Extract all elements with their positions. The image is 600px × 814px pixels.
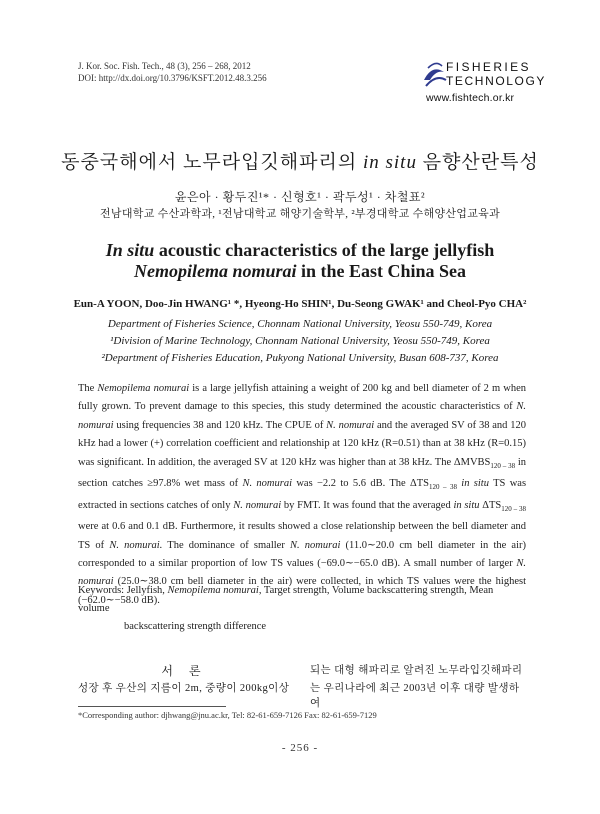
subscript: 120 – 38 — [429, 483, 457, 492]
abstract-text: is a large jellyfish attaining a weight of 200 kg and bell diameter of 2 m when fully grown. To prevent damage to this species, this study determined the acoustic characteristics of — [78, 383, 526, 413]
keyword-item: , Target strength, Volume backscattering strength, Mean volume — [78, 585, 494, 614]
section-heading-introduction: 서론 — [161, 664, 217, 678]
english-title-line1 — [0, 240, 600, 261]
species-name: N. nomurai — [326, 419, 375, 431]
footnote-rule — [78, 706, 226, 707]
english-authors: Eun-A YOON, Doo-Jin HWANG¹ *, Hyeong-Ho SHIN¹, Du-Seong GWAK¹ and Cheol-Pyo CHA² — [73, 298, 527, 310]
keywords-line1 — [78, 582, 526, 618]
keyword-species: Nemopilema nomurai — [167, 585, 259, 596]
korean-title-italic: in situ — [362, 152, 417, 173]
species-name: Nemopilema nomurai — [97, 383, 190, 394]
abstract-text: using frequencies 38 and 120 kHz. The CPUE of — [113, 419, 327, 431]
affiliation-1: Department of Fisheries Science, Chonnam National University, Yeosu 550-749, Korea — [107, 318, 493, 330]
keywords-label: Keywords: — [78, 585, 127, 596]
abstract — [78, 380, 526, 610]
species-name: N. nomurai — [233, 499, 282, 511]
species-name: N. nomurai. — [109, 539, 163, 551]
keywords — [78, 582, 526, 636]
abstract-text: were at 0.6 and 0.1 dB. Furthermore, it results showed a close relationship between the bell diameter and TS of — [78, 521, 526, 551]
logo-text-technology: TECHNOLOGY — [446, 74, 547, 88]
italic-term: in situ — [461, 478, 489, 490]
korean-title-part1: 동중국해에서 노무라입깃해파리의 — [61, 152, 363, 173]
journal-logo — [422, 58, 547, 106]
abstract-text: in section catches ≥97.8% wet mass of — [78, 456, 527, 490]
abstract-text: The — [78, 383, 98, 394]
abstract-text: ΔTS — [479, 499, 502, 511]
body-right-line2: 는 우리나라에 최근 2003년 이후 대량 발생하여 — [310, 683, 520, 709]
citation-header — [78, 60, 267, 84]
corresponding-author-footnote: *Corresponding author: djhwang@jnu.ac.kr, Tel: 82-61-659-7126 Fax: 82-61-659-7129 — [78, 710, 377, 720]
body-right-line1: 되는 대형 해파리로 알려진 노무라입깃해파리 — [310, 665, 523, 676]
species-name: N. nomurai — [78, 557, 526, 588]
subscript: 120 – 38 — [490, 461, 516, 470]
korean-authors: 윤은아 · 황두진¹* · 신형호¹ · 곽두성¹ · 차철표² — [174, 190, 426, 204]
english-title-line1-rest: acoustic characteristics of the large jellyfish — [154, 240, 495, 260]
abstract-text: The dominance of smaller — [162, 539, 290, 551]
keyword-item: Jellyfish, — [126, 585, 168, 596]
abstract-text: (25.0∼38.0 cm bell diameter in the air) were collected, in which TS values were the highest (−62.0∼−58.0 dB). — [78, 576, 526, 606]
abstract-text: and the averaged SV of 38 and 120 kHz had a lower (+) correlation coefficient and relationship at 120 kHz (R=0.51) than at 38 kHz (R=0.15) was significant. In addition, the averaged SV at 120 kHz was higher than at 38 kHz. The ΔMVBS — [78, 419, 526, 468]
species-name: N. nomurai — [78, 401, 526, 431]
subscript: 120 – 38 — [501, 504, 526, 513]
species-name: N. nomurai — [289, 539, 341, 551]
keywords-line2: backscattering strength difference — [124, 621, 267, 632]
citation-doi: DOI: http://dx.doi.org/10.3796/KSFT.2012.48.3.256 — [78, 73, 267, 83]
english-title-insitu: In situ — [105, 240, 155, 260]
affiliation-3: ²Department of Fisheries Education, Pukyong National University, Busan 608-737, Korea — [101, 352, 499, 364]
korean-title — [0, 147, 600, 174]
abstract-text: TS was extracted in sections catches of only — [78, 478, 527, 511]
korean-title-part2: 음향산란특성 — [416, 152, 539, 173]
citation-journal: J. Kor. Soc. Fish. Tech., 48 (3), 256 – 268, 2012 — [78, 61, 251, 71]
abstract-text: was −2.2 to 5.6 dB. The ΔTS — [292, 478, 430, 490]
body-left-column: 성장 후 우산의 지름이 2m, 중량이 200kg이상 — [78, 683, 290, 694]
korean-affiliations: 전남대학교 수산과학과, ¹전남대학교 해양기술학부, ²부경대학교 수해양산업교육과 — [99, 208, 501, 220]
abstract-text: (11.0∼20.0 cm bell diameter in the air) corresponded to a similar proportion of low TS values (−69.0∼−65.0 dB). A small number of larger — [78, 539, 526, 569]
english-title-line2 — [0, 261, 600, 282]
english-title-line2-rest: in the East China Sea — [296, 261, 467, 281]
english-title-species: Nemopilema nomurai — [133, 261, 297, 281]
page-number: - 256 - — [281, 742, 319, 754]
logo-text-fisheries: FISHERIES — [446, 60, 531, 74]
abstract-text: by FMT. It was found that the averaged — [281, 499, 454, 511]
italic-term: in situ — [453, 499, 480, 511]
english-title — [0, 240, 600, 282]
species-name: N. nomurai — [242, 478, 292, 490]
affiliation-2: ¹Division of Marine Technology, Chonnam National University, Yeosu 550-749, Korea — [110, 335, 490, 347]
journal-url: www.fishtech.or.kr — [426, 92, 515, 104]
